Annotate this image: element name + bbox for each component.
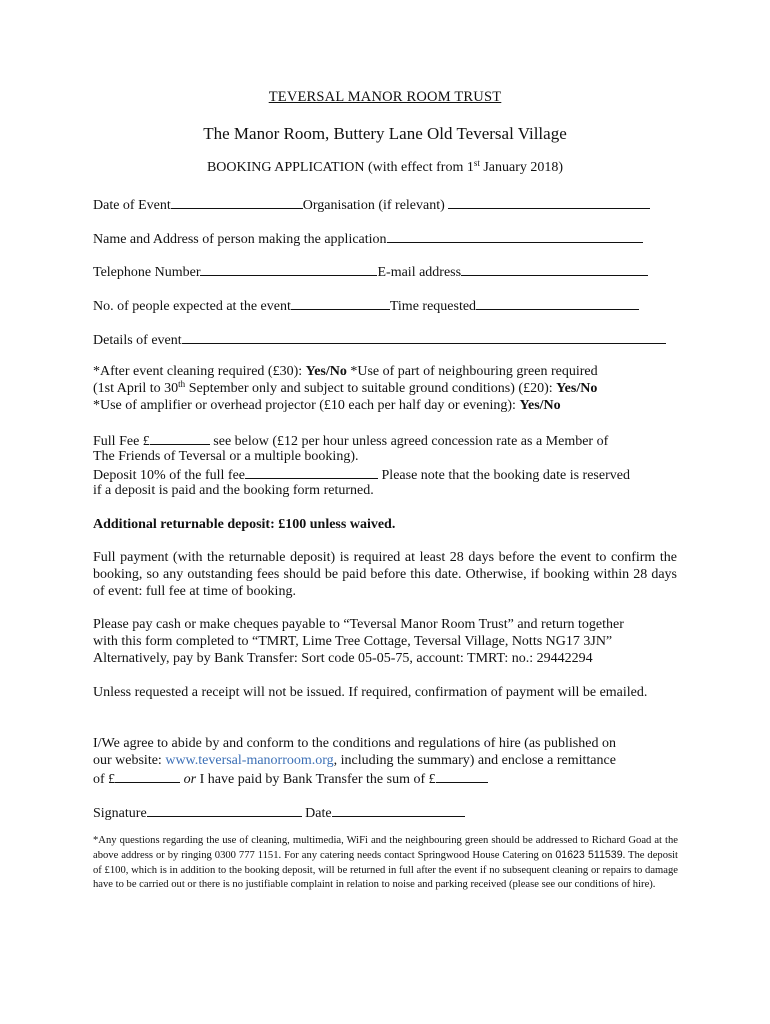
date-of-event-label: Date of Event [93, 198, 171, 213]
details-label: Details of event [93, 333, 182, 348]
telephone-email-row [93, 262, 683, 281]
options-line-1 [93, 363, 683, 380]
name-address-field[interactable] [387, 229, 643, 243]
email-field[interactable] [461, 262, 648, 276]
payment-instructions-3: Alternatively, pay by Bank Transfer: Sort code 05-05-75, account: TMRT: no.: 29442294 [93, 651, 593, 666]
amplifier-choice[interactable]: Yes/No [519, 398, 561, 413]
trust-title: TEVERSAL MANOR ROOM TRUST [268, 89, 502, 105]
agreement-line-2-a: our website: [93, 753, 166, 768]
green-period-sup: th [178, 379, 186, 389]
num-people-label: No. of people expected at the event [93, 299, 291, 314]
people-time-row [93, 296, 683, 315]
time-requested-label: Time requested [389, 299, 477, 314]
deposit-label: Deposit 10% of the full fee [93, 468, 246, 483]
deposit-field[interactable] [245, 465, 378, 479]
signature-row [93, 803, 683, 822]
website-link[interactable]: www.teversal-manorroom.org [165, 753, 334, 768]
green-label: *Use of part of neighbouring green required [346, 364, 598, 379]
remittance-field[interactable] [115, 769, 180, 783]
cleaning-label: *After event cleaning required (£30): [93, 364, 306, 379]
date-field[interactable] [332, 803, 465, 817]
footnote [93, 834, 678, 892]
agreement-line-3 [93, 769, 683, 788]
agreement-line-1: I/We agree to abide by and conform to the conditions and regulations of hire (as published on [93, 736, 616, 751]
name-address-label: Name and Address of person making the application [93, 232, 387, 247]
cleaning-choice[interactable]: Yes/No [305, 364, 347, 379]
date-label: Date [301, 806, 332, 821]
signature-label: Signature [93, 806, 147, 821]
returnable-deposit [93, 516, 683, 533]
green-period-a: (1st April to 30 [93, 381, 179, 396]
application-sup: st [473, 158, 480, 168]
email-label: E-mail address [377, 265, 462, 280]
telephone-field[interactable] [200, 262, 377, 276]
bank-transfer-field[interactable] [436, 769, 488, 783]
organisation-field[interactable] [448, 195, 650, 209]
returnable-deposit-text: Additional returnable deposit: £100 unless waived. [93, 517, 396, 532]
footnote-text-b: . The deposit of £100, which is in addition to the booking deposit, will be returned in full after the event if no subsequent cleaning or repairs to damage have to be carried out or there is no justifiable complaint in relation to noise and parking received (please see our conditions of hire). [93, 850, 678, 890]
agreement-line-2-b: , including the summary) and enclose a remittance [333, 753, 616, 768]
green-choice[interactable]: Yes/No [556, 381, 598, 396]
name-address-row [93, 229, 683, 248]
receipt-paragraph: Unless requested a receipt will not be issued. If required, confirmation of payment will be emailed. [93, 685, 648, 700]
num-people-field[interactable] [291, 296, 390, 310]
payment-instructions-1: Please pay cash or make cheques payable to “Teversal Manor Room Trust” and return together [93, 617, 624, 632]
footnote-text-a: *Any questions regarding the use of cleaning, multimedia, WiFi and the neighbouring green should be addressed to Richard Goad at the above address or by ringing 0300 777 1151. For any catering needs contact Springwood House Catering on [93, 835, 678, 862]
application-title [0, 160, 770, 176]
payment-paragraph: Full payment (with the returnable deposit) is required at least 28 days before the event to confirm the booking, so any outstanding fees should be paid before this date. Otherwise, if booking within 28 days of event: full fee at time of booking. [93, 550, 677, 599]
full-fee-row-2 [93, 448, 683, 465]
time-requested-field[interactable] [476, 296, 639, 310]
deposit-row-2 [93, 482, 683, 499]
or-text: or [183, 772, 197, 787]
date-of-event-field[interactable] [171, 195, 303, 209]
application-prefix: BOOKING APPLICATION (with effect from 1 [206, 160, 474, 175]
date-organisation-row [93, 195, 683, 214]
full-fee-text-2: The Friends of Teversal or a multiple booking). [93, 449, 359, 464]
details-field[interactable] [182, 330, 666, 344]
deposit-text-2: if a deposit is paid and the booking form returned. [93, 483, 374, 498]
green-period-b: September only and subject to suitable ground conditions) (£20): [185, 381, 557, 396]
application-suffix: January 2018) [479, 160, 564, 175]
options-line-2 [93, 380, 683, 397]
details-row [93, 330, 683, 349]
bank-transfer-label: I have paid by Bank Transfer the sum of £ [196, 772, 436, 787]
venue-title: The Manor Room, Buttery Lane Old Teversal Village [203, 124, 567, 143]
full-fee-field[interactable] [150, 431, 210, 445]
organisation-label: Organisation (if relevant) [302, 198, 449, 213]
full-fee-text: see below (£12 per hour unless agreed concession rate as a Member of [209, 434, 609, 449]
remittance-label: of £ [93, 772, 116, 787]
signature-field[interactable] [147, 803, 302, 817]
options-line-3 [93, 397, 683, 414]
telephone-label: Telephone Number [93, 265, 201, 280]
agreement-line-2 [93, 752, 683, 769]
deposit-text: Please note that the booking date is reserved [378, 468, 630, 483]
payment-instructions-2: with this form completed to “TMRT, Lime Tree Cottage, Teversal Village, Notts NG17 3JN” [93, 634, 613, 649]
amplifier-label: *Use of amplifier or overhead projector (£10 each per half day or evening): [93, 398, 520, 413]
catering-phone: 01623 511539 [555, 849, 623, 862]
full-fee-label: Full Fee £ [93, 434, 150, 449]
